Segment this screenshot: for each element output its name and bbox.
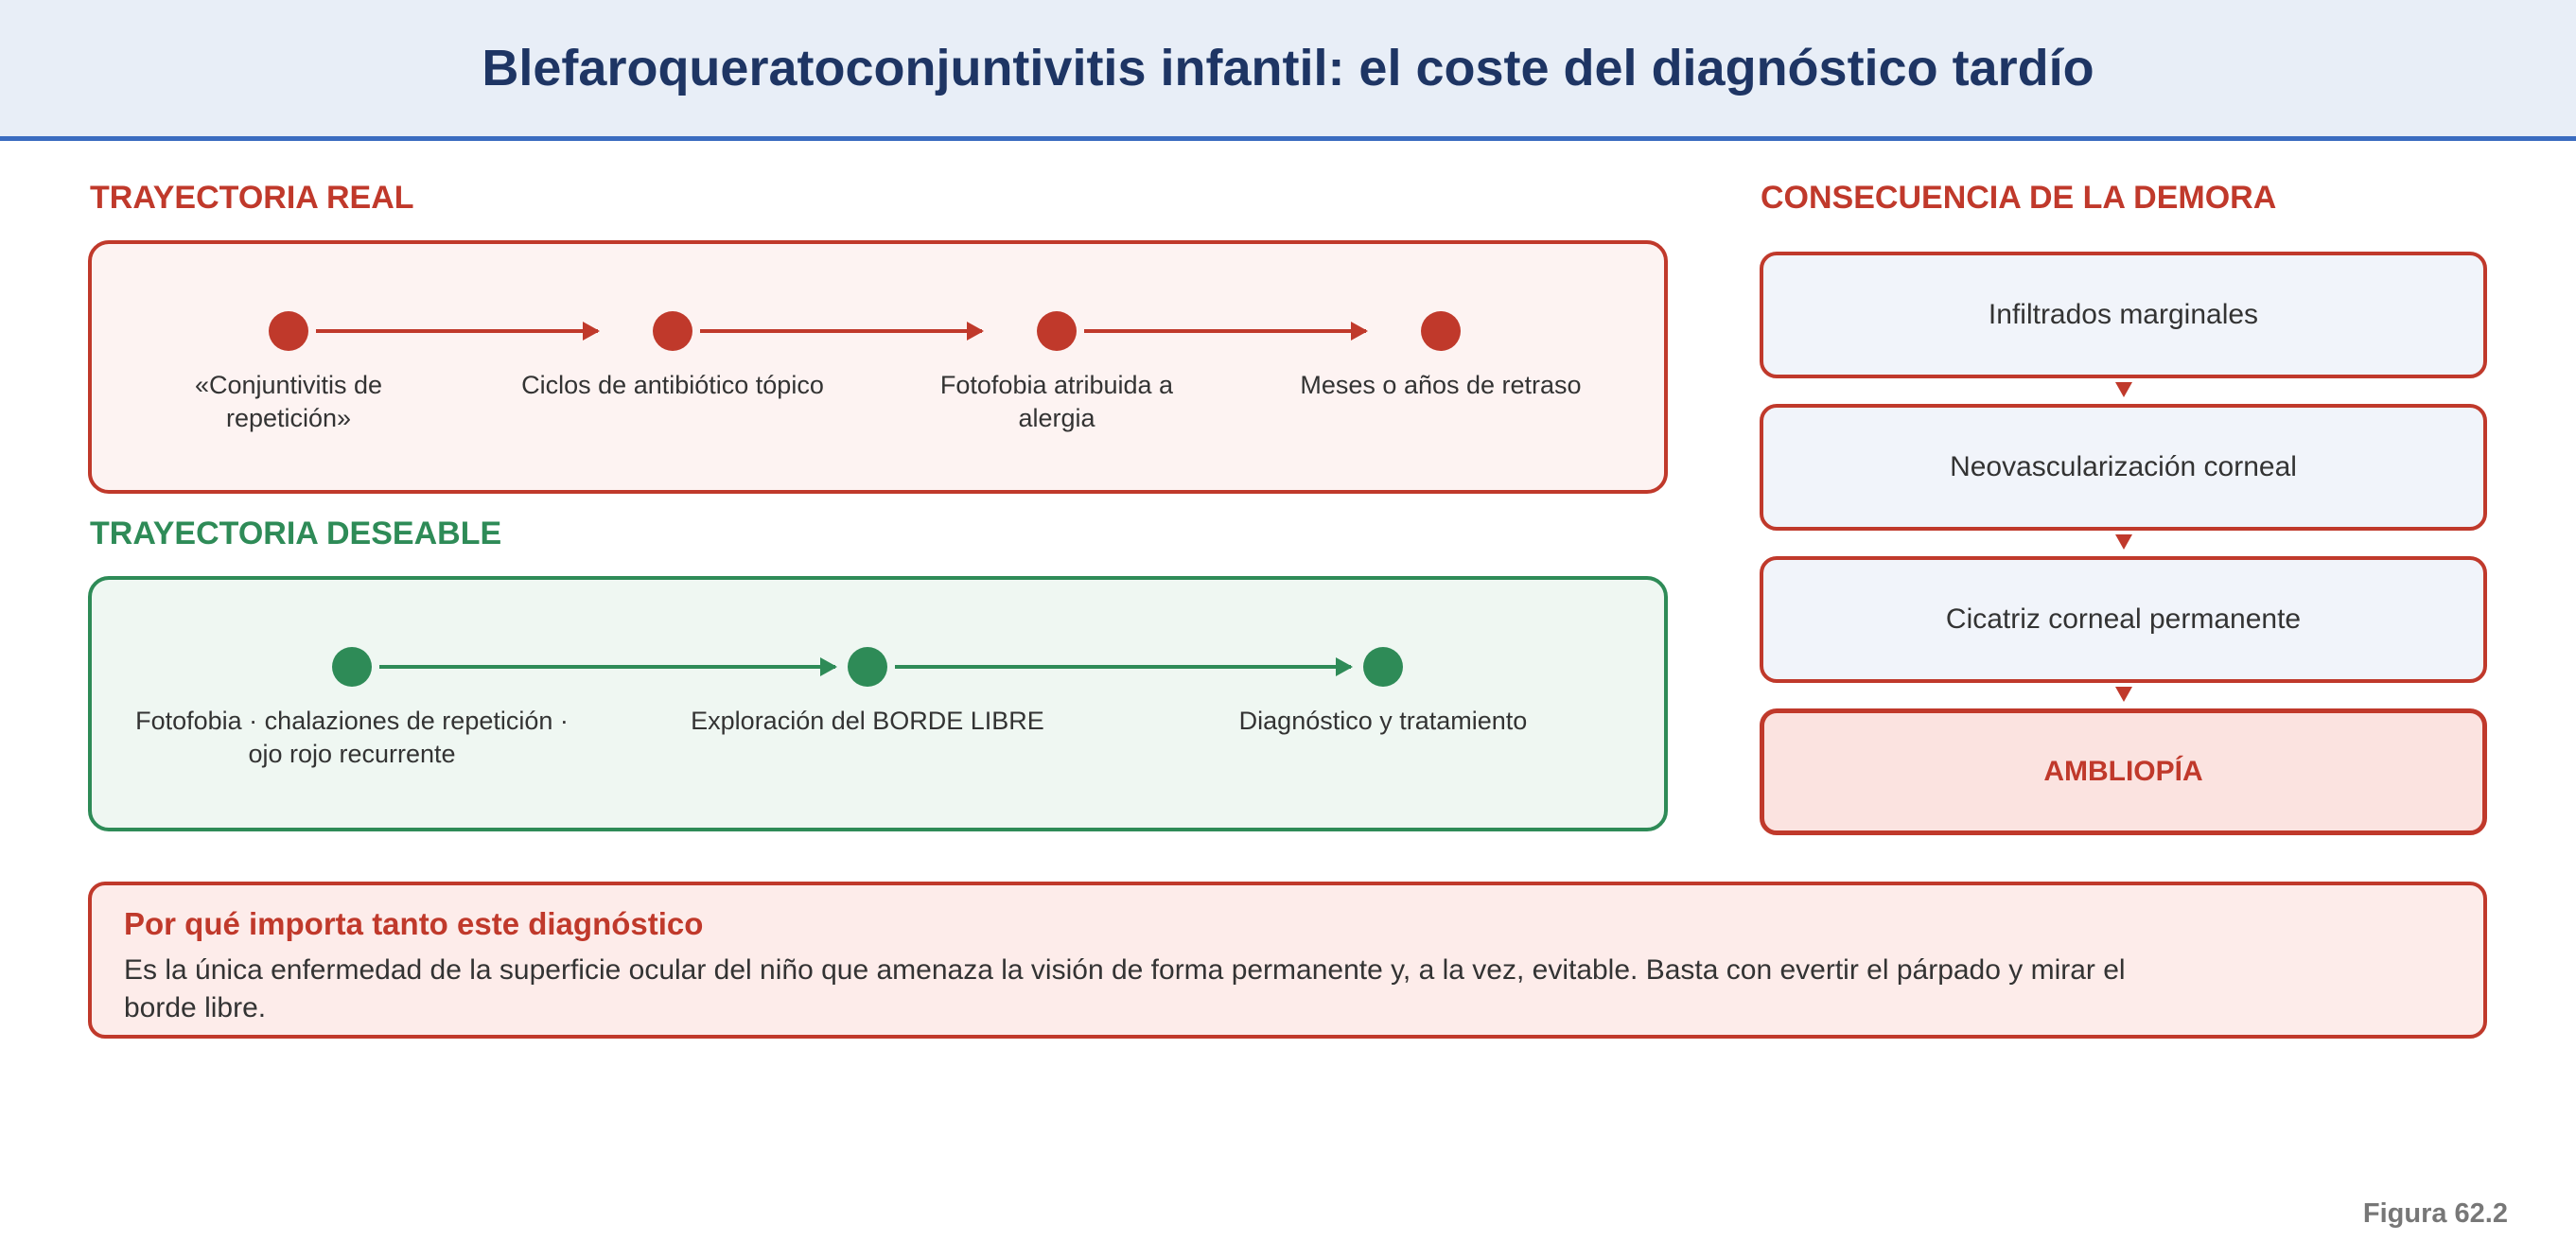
- figure-label: Figura 62.2: [2362, 1198, 2508, 1229]
- consequence-step-3: Cicatriz corneal permanente: [1760, 556, 2487, 683]
- real-step-4-label: Meses o años de retraso: [1300, 371, 1582, 399]
- real-arrow-2: [700, 329, 982, 333]
- why-it-matters-callout: [88, 882, 2487, 1039]
- consequence-heading: CONSECUENCIA DE LA DEMORA: [1761, 180, 2277, 216]
- consequence-arrow-1: [2115, 382, 2132, 397]
- page-title: Blefaroqueratoconjuntivitis infantil: el coste del diagnóstico tardío: [482, 40, 2094, 96]
- real-step-3-dot: [1037, 311, 1077, 351]
- desired-step-1-dot: [332, 647, 372, 687]
- desired-arrow-1: [379, 665, 835, 669]
- desired-step-2-dot: [848, 647, 887, 687]
- consequence-step-1: Infiltrados marginales: [1760, 252, 2487, 378]
- why-it-matters-title: Por qué importa tanto este diagnóstico: [124, 906, 704, 941]
- header-banner: [0, 0, 2576, 141]
- consequence-arrow-3: [2115, 687, 2132, 702]
- desired-step-1-label: Fotofobia · chalaziones de repetición · ojo rojo recurrente: [135, 707, 569, 768]
- real-step-3-label: Fotofobia atribuida a alergia: [939, 371, 1174, 432]
- desired-step-3-dot: [1363, 647, 1403, 687]
- desired-trajectory-heading: TRAYECTORIA DESEABLE: [90, 516, 502, 551]
- why-it-matters-text: Es la única enfermedad de la superficie ocular del niño que amenaza la visión de forma permanente y, a la vez, evitable. Basta con evertir el párpado y mirar el borde libre.: [124, 954, 2126, 1023]
- real-step-2-label: Ciclos de antibiótico tópico: [521, 371, 824, 399]
- consequence-step-2: Neovascularización corneal: [1760, 404, 2487, 531]
- real-step-2-dot: [653, 311, 692, 351]
- real-step-1-dot: [269, 311, 308, 351]
- real-trajectory-panel: [88, 240, 1668, 494]
- consequence-arrow-2: [2115, 534, 2132, 550]
- consequence-final-amblyopia: AMBLIOPÍA: [1760, 708, 2487, 835]
- desired-trajectory-panel: [88, 576, 1668, 831]
- real-arrow-1: [316, 329, 598, 333]
- desired-step-2-label: Exploración del BORDE LIBRE: [691, 707, 1044, 735]
- real-arrow-3: [1084, 329, 1366, 333]
- desired-step-3-label: Diagnóstico y tratamiento: [1238, 707, 1528, 735]
- real-trajectory-heading: TRAYECTORIA REAL: [90, 180, 414, 216]
- real-step-4-dot: [1421, 311, 1461, 351]
- desired-arrow-2: [895, 665, 1351, 669]
- real-step-1-label: «Conjuntivitis de repetición»: [194, 371, 383, 432]
